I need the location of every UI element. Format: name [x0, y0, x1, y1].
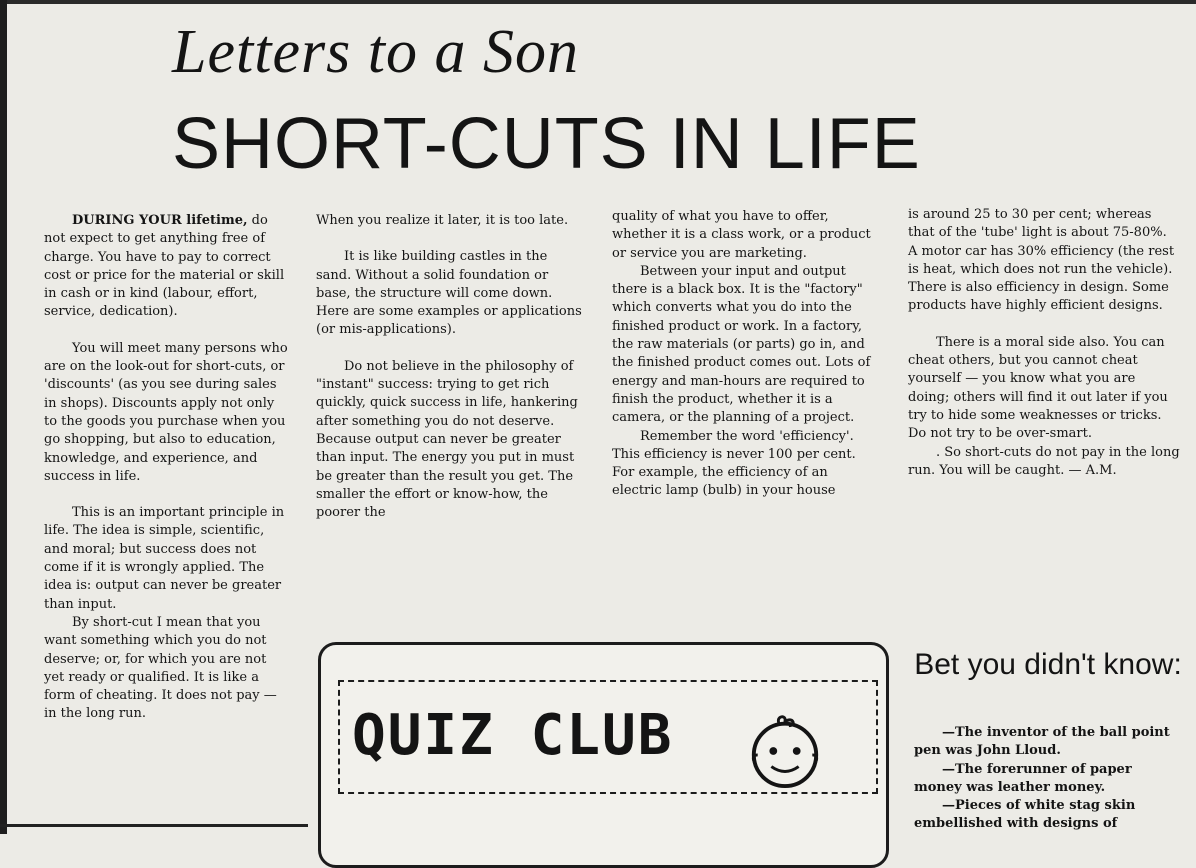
- quiz-club-title: QUIZ CLUB: [352, 703, 674, 768]
- smiling-baby-face-icon: [746, 712, 824, 790]
- sidebar-title: Bet you didn't know:: [914, 648, 1182, 681]
- lead-in: DURING YOUR lifetime,: [72, 213, 248, 228]
- fact-item: —The inventor of the ball point pen was John Lloud.: [914, 725, 1170, 759]
- paragraph-text: do not expect to get anything free of charge. You have to pay to correct cost or price for the material or skill in cash or in kind (labour, effort, service, dedication).: [44, 213, 285, 320]
- fact-item: —The forerunner of paper money was leather money.: [914, 761, 1132, 795]
- paragraph: Do not believe in the philosophy of "instant" success: trying to get rich quickly, quick success in life, hankering after something you do not deserve. Because output can never be greater than input. The energy you put in must be greater than the result you get. The smaller the effort or know-how, the poorer the: [316, 358, 578, 521]
- column-end-rule: [0, 824, 308, 827]
- paragraph: You will meet many persons who are on the look-out for short-cuts, or 'discounts' (as you see during sales in shops). Discounts apply not only to the goods you purchase when you go shopping, but also to education, knowledge, and experience, and success in life.: [44, 340, 288, 484]
- paragraph: . So short-cuts do not pay in the long run. You will be caught. — A.M.: [908, 444, 1180, 478]
- article-column-3: [612, 208, 878, 501]
- article-column-2: [316, 212, 586, 522]
- paragraph: Between your input and output there is a black box. It is the "factory" which converts what you do into the finished product or work. In a factory, the raw materials (or parts) go in, and the finished product comes out. Lots of energy and man-hours are required to finish the product, whether it is a camera, or the planning of a project.: [612, 263, 871, 426]
- top-edge-rule: [0, 0, 1196, 4]
- column-series-title: Letters to a Son: [172, 18, 579, 86]
- article-column-4: [908, 206, 1180, 480]
- paragraph: is around 25 to 30 per cent; whereas that of the 'tube' light is about 75-80%. A motor car has 30% efficiency (the rest is heat, which does not run the vehicle). There is also efficiency in design. Some products have highly efficient designs.: [908, 207, 1175, 314]
- paragraph: There is a moral side also. You can cheat others, but you cannot cheat yourself — you know what you are doing; others will find it out later if you try to hide some weaknesses or tricks. Do not try to be over-smart.: [908, 334, 1168, 442]
- paragraph: It is like building castles in the sand. Without a solid foundation or base, the structure will come down. Here are some examples or applications (or mis-applications).: [316, 249, 582, 338]
- sidebar-facts: [914, 724, 1182, 834]
- article-headline: SHORT-CUTS IN LIFE: [172, 104, 921, 184]
- paragraph: By short-cut I mean that you want something which you do not deserve; or, for which you are not yet ready or qualified. It is like a form of cheating. It does not pay — in the long run.: [44, 614, 277, 722]
- paragraph: This is an important principle in life. The idea is simple, scientific, and moral; but success does not come if it is wrongly applied. The idea is: output can never be greater than input.: [44, 505, 285, 612]
- left-edge-rule: [0, 0, 7, 834]
- paragraph: When you realize it later, it is too late.: [316, 213, 569, 228]
- paragraph: [44, 212, 290, 322]
- fact-item: —Pieces of white stag skin embellished with designs of: [914, 798, 1136, 832]
- paragraph: quality of what you have to offer, whether it is a class work, or a product or service you are marketing.: [612, 209, 871, 261]
- article-column-1: [44, 212, 290, 724]
- paragraph: Remember the word 'efficiency'. This efficiency is never 100 per cent. For example, the efficiency of an electric lamp (bulb) in your house: [612, 428, 856, 499]
